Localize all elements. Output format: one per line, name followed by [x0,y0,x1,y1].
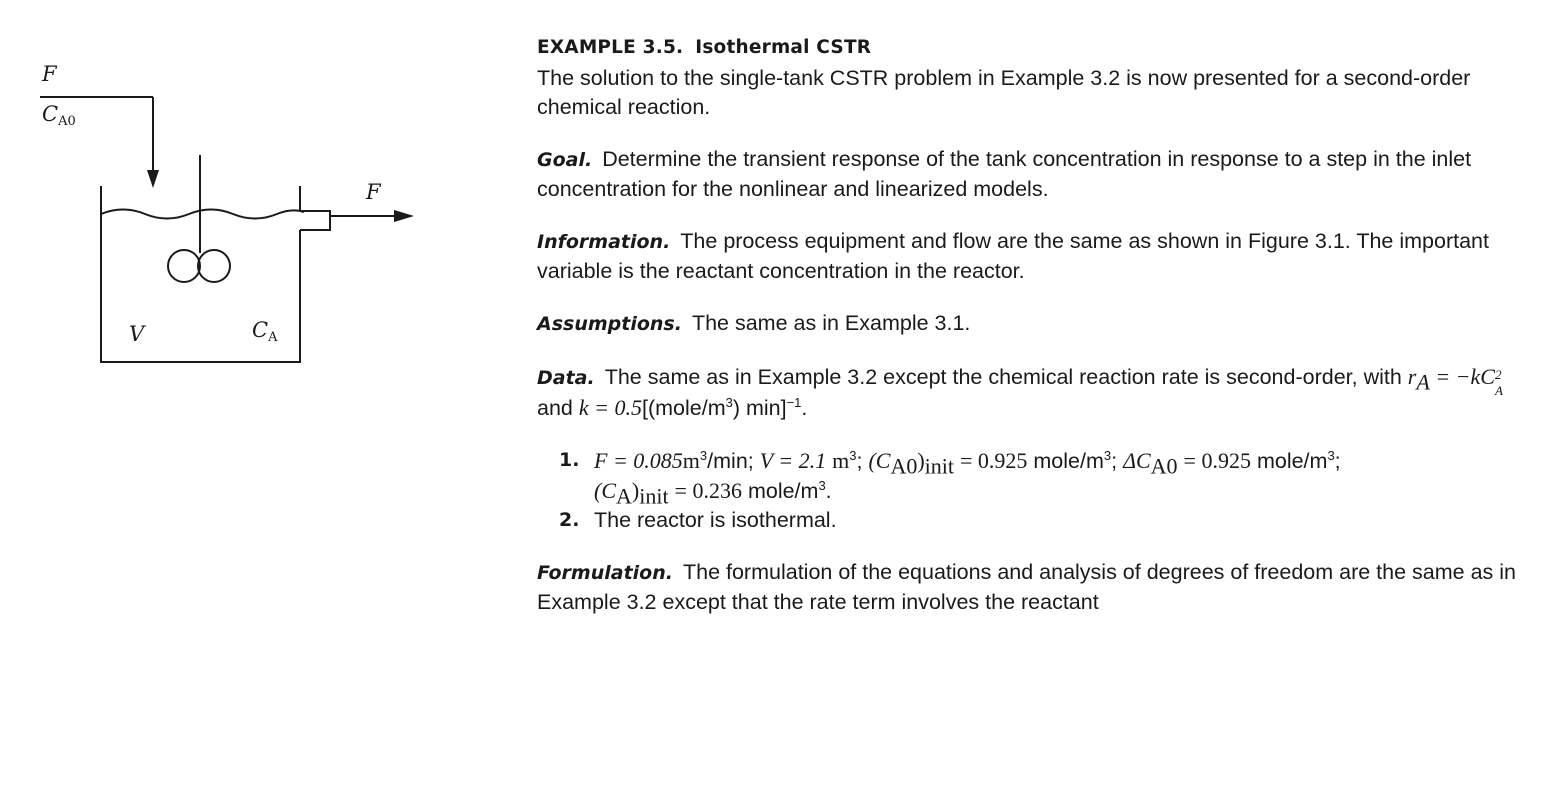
example-text [537,34,1542,640]
formulation-paragraph [537,558,1542,617]
tank-conc-label: $C_A$ [252,318,278,345]
list-item [559,506,1542,535]
assumptions-text: The same as in Example 3.1. [691,311,971,335]
and-word: and [537,396,573,420]
information-paragraph [537,227,1542,286]
assumptions-label: Assumptions. [537,313,682,335]
data-list [537,446,1542,535]
outlet-flow-label: F [366,180,381,204]
cstr-diagram [0,0,460,420]
goal-paragraph [537,145,1542,204]
data-label: Data. [537,367,595,389]
example-title: Isothermal CSTR [695,37,872,58]
k-value: k = 0.5 [578,395,642,420]
agitator-blade-left-icon [168,250,200,282]
list-text: The reactor is isothermal. [594,508,837,532]
outlet-nozzle [300,211,330,230]
rate-expression: $r_A = -kC$ 2 A [1407,364,1503,398]
intro-paragraph: The solution to the single-tank CSTR problem in Example 3.2 is now presented for a second-order chemical reaction. [537,66,1471,119]
information-text: The process equipment and flow are the same as shown in Figure 3.1. The important variable is the reactant concentration in the reactor. [537,229,1489,283]
example-heading [537,34,1542,62]
goal-label: Goal. [537,149,593,171]
formulation-text: The formulation of the equations and analysis of degrees of freedom are the same as in Example 3.2 except that the rate term involves the reactant [537,560,1517,614]
inlet-conc-label: $C_{A0}$ [42,102,76,129]
list-number: 1. [559,449,580,471]
inlet-arrow-icon [147,170,159,188]
example-number: EXAMPLE 3.5. [537,37,684,58]
list-item: 1. $F = 0.085m^3/\min$; V = 2.1 $m^3$; $(C_{A0})_{init} = 0.925$ mole/$m^3$; $\Delta C_{A0} = 0.925$ mole/$m^3$; $(C_A)_{init} = 0.236$ mole/$m^3$. [559,448,1341,509]
data-paragraph [537,362,1542,423]
liquid-surface [101,210,304,219]
formulation-label: Formulation. [537,562,673,584]
list-number: 2. [559,509,580,531]
outlet-arrow-icon [394,210,414,222]
goal-text: Determine the transient response of the tank concentration in response to a step in the inlet concentration for the nonlinear and linearized models. [537,147,1472,201]
volume-label: V [129,322,145,346]
data-text: The same as in Example 3.2 except the chemical reaction rate is second-order, with [604,365,1402,389]
k-units: [$(mole/m^3)$ min]$^{-1}$. [641,395,808,420]
assumptions-paragraph [537,309,1542,339]
agitator-blade-right-icon [198,250,230,282]
cstr-schematic-svg [0,0,460,420]
inlet-flow-label: F [42,62,57,86]
information-label: Information. [537,231,671,253]
